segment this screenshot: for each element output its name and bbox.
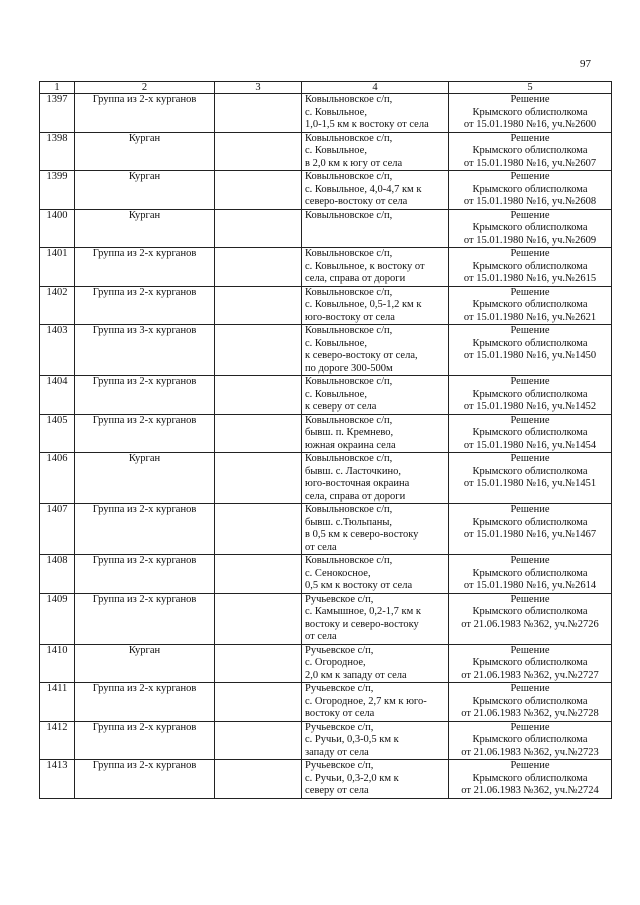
decision-line: Крымского облисполкома [472, 106, 588, 118]
decision-line: Крымского облисполкома [472, 222, 588, 233]
column-3-cell [215, 760, 302, 799]
location-cell [302, 414, 449, 453]
location-line: Ручьевское с/п, [305, 683, 374, 694]
location-line: 2,0 км к западу от села [305, 669, 407, 681]
column-number-4: 4 [302, 82, 449, 94]
location-line: с. Огородное, [305, 657, 366, 668]
location-line: Ковыльновское с/п, [305, 414, 393, 426]
location-cell [302, 644, 449, 683]
location-cell [302, 209, 449, 248]
row-number: 1408 [40, 555, 75, 594]
table-row [40, 171, 612, 210]
table-row [40, 376, 612, 415]
decision-cell [449, 504, 612, 555]
column-3-cell [215, 209, 302, 248]
monument-name: Группа из 2-х курганов [75, 760, 215, 799]
table-row [40, 760, 612, 799]
location-cell [302, 683, 449, 722]
decision-line: от 15.01.1980 №16, уч.№2621 [463, 311, 597, 323]
decision-line: от 15.01.1980 №16, уч.№1454 [463, 439, 597, 451]
table-row [40, 555, 612, 594]
decision-cell [449, 683, 612, 722]
location-line: Ручьевское с/п, [305, 593, 374, 605]
decision-line: от 15.01.1980 №16, уч.№2608 [463, 196, 597, 207]
decision-line: от 21.06.1983 №362, уч.№2728 [461, 708, 599, 719]
location-line: с. Ручьи, 0,3-2,0 км к [305, 772, 399, 784]
row-number: 1411 [40, 683, 75, 722]
location-cell [302, 721, 449, 760]
decision-line: Крымского облисполкома [472, 606, 588, 617]
column-number-1: 1 [40, 82, 75, 94]
location-line: к северу от села [305, 401, 377, 412]
location-line: бывш. с. Ласточкино, [305, 465, 401, 477]
column-3-cell [215, 171, 302, 210]
location-line: Ковыльновское с/п, [305, 209, 393, 221]
column-3-cell [215, 593, 302, 644]
column-3-cell [215, 248, 302, 287]
monument-name: Курган [75, 132, 215, 171]
location-line: Ковыльновское с/п, [305, 504, 393, 515]
location-cell [302, 453, 449, 504]
column-3-cell [215, 721, 302, 760]
decision-line: Решение [510, 453, 550, 464]
location-line: 1,0-1,5 км к востоку от села [305, 119, 429, 130]
location-cell [302, 376, 449, 415]
decision-cell [449, 94, 612, 133]
table-row [40, 209, 612, 248]
location-line: Ручьевское с/п, [305, 644, 374, 656]
decision-line: Крымского облисполкома [472, 772, 588, 784]
location-line: с. Ковыльное, 0,5-1,2 км к [305, 299, 422, 310]
decision-cell [449, 453, 612, 504]
table-row [40, 414, 612, 453]
column-3-cell [215, 94, 302, 133]
location-cell [302, 94, 449, 133]
decision-line: от 21.06.1983 №362, уч.№2723 [461, 746, 599, 758]
location-line: северо-востоку от села [305, 196, 408, 207]
location-line: Ковыльновское с/п, [305, 376, 393, 387]
table-row [40, 721, 612, 760]
table-row [40, 504, 612, 555]
row-number: 1397 [40, 94, 75, 133]
location-line: востоку от села [305, 708, 375, 719]
decision-line: Крымского облисполкома [472, 567, 588, 579]
decision-cell [449, 760, 612, 799]
location-line: села, справа от дороги [305, 490, 406, 502]
column-3-cell [215, 504, 302, 555]
location-line: с. Сенокосное, [305, 567, 371, 579]
row-number: 1403 [40, 325, 75, 376]
decision-line: Крымского облисполкома [472, 337, 588, 349]
location-cell [302, 555, 449, 594]
location-line: южная окраина села [305, 439, 396, 451]
location-line: с. Ковыльное, [305, 106, 367, 118]
decision-line: Решение [510, 504, 550, 515]
location-cell [302, 593, 449, 644]
row-number: 1412 [40, 721, 75, 760]
decision-line: Решение [510, 555, 550, 566]
decision-cell [449, 325, 612, 376]
decision-line: от 15.01.1980 №16, уч.№2615 [463, 273, 597, 284]
location-line: Ковыльновское с/п, [305, 286, 393, 298]
decision-cell [449, 132, 612, 171]
monument-name: Группа из 2-х курганов [75, 94, 215, 133]
table-row [40, 286, 612, 325]
monument-name: Курган [75, 209, 215, 248]
column-3-cell [215, 555, 302, 594]
location-line: с. Ковыльное, к востоку от [305, 260, 425, 272]
location-line: в 0,5 км к северо-востоку [305, 529, 419, 540]
row-number: 1405 [40, 414, 75, 453]
decision-cell [449, 721, 612, 760]
decision-line: от 15.01.1980 №16, уч.№2600 [463, 119, 597, 130]
location-line: 0,5 км к востоку от села [305, 580, 413, 591]
decision-line: Крымского облисполкома [472, 465, 588, 477]
decision-line: Крымского облисполкома [472, 657, 588, 668]
decision-cell [449, 376, 612, 415]
decision-line: Решение [510, 94, 550, 105]
decision-line: от 15.01.1980 №16, уч.№1467 [463, 529, 597, 540]
row-number: 1398 [40, 132, 75, 171]
location-cell [302, 248, 449, 287]
decision-cell [449, 414, 612, 453]
column-number-5: 5 [449, 82, 612, 94]
decision-line: Крымского облисполкома [472, 183, 588, 195]
decision-cell [449, 286, 612, 325]
location-line: востоку и северо-востоку [305, 618, 419, 630]
monument-name: Группа из 2-х курганов [75, 555, 215, 594]
location-line: села, справа от дороги [305, 273, 406, 284]
column-3-cell [215, 414, 302, 453]
row-number: 1400 [40, 209, 75, 248]
monument-name: Группа из 3-х курганов [75, 325, 215, 376]
monument-name: Группа из 2-х курганов [75, 414, 215, 453]
decision-cell [449, 248, 612, 287]
decision-line: Решение [510, 760, 550, 771]
location-line: Ковыльновское с/п, [305, 171, 393, 182]
location-line: с. Ковыльное, [305, 337, 367, 349]
decision-line: от 15.01.1980 №16, уч.№2614 [463, 580, 597, 591]
decision-line: Решение [510, 171, 550, 182]
location-line: от села [305, 541, 337, 553]
monument-name: Курган [75, 644, 215, 683]
row-number: 1401 [40, 248, 75, 287]
decision-line: Крымского облисполкома [472, 145, 588, 156]
decision-line: от 15.01.1980 №16, уч.№1452 [463, 401, 597, 412]
location-line: с. Ковыльное, 4,0-4,7 км к [305, 183, 422, 195]
decision-line: Решение [510, 325, 550, 336]
column-number-2: 2 [75, 82, 215, 94]
location-cell [302, 504, 449, 555]
location-line: Ковыльновское с/п, [305, 94, 393, 105]
decision-cell [449, 171, 612, 210]
decision-line: Решение [510, 209, 550, 221]
row-number: 1404 [40, 376, 75, 415]
decision-line: от 15.01.1980 №16, уч.№1451 [463, 478, 597, 489]
page-number: 97 [580, 58, 591, 70]
location-cell [302, 286, 449, 325]
decision-line: Решение [510, 248, 550, 259]
decision-line: Крымского облисполкома [472, 427, 588, 438]
decision-cell [449, 593, 612, 644]
decision-line: Крымского облисполкома [472, 695, 588, 707]
heritage-registry-table [39, 81, 612, 799]
location-line: северу от села [305, 785, 369, 796]
monument-name: Курган [75, 171, 215, 210]
row-number: 1406 [40, 453, 75, 504]
column-3-cell [215, 286, 302, 325]
location-line: западу от села [305, 746, 369, 758]
decision-line: Решение [510, 414, 550, 426]
table-row [40, 593, 612, 644]
table-row [40, 644, 612, 683]
decision-line: Крымского облисполкома [472, 734, 588, 745]
row-number: 1407 [40, 504, 75, 555]
table-row [40, 453, 612, 504]
decision-line: Решение [510, 683, 550, 694]
table-row [40, 132, 612, 171]
row-number: 1399 [40, 171, 75, 210]
decision-cell [449, 209, 612, 248]
location-line: бывш. с.Тюльпаны, [305, 516, 393, 528]
monument-name: Группа из 2-х курганов [75, 248, 215, 287]
location-line: с. Камышное, 0,2-1,7 км к [305, 606, 421, 617]
column-number-3: 3 [215, 82, 302, 94]
location-line: по дороге 300-500м [305, 362, 393, 374]
location-line: Ручьевское с/п, [305, 721, 374, 733]
location-line: Ковыльновское с/п, [305, 555, 393, 566]
column-3-cell [215, 644, 302, 683]
decision-line: Решение [510, 286, 550, 298]
location-line: с. Ковыльное, [305, 388, 367, 400]
location-line: с. Ручьи, 0,3-0,5 км к [305, 734, 399, 745]
decision-line: Крымского облисполкома [472, 388, 588, 400]
location-cell [302, 760, 449, 799]
decision-line: от 15.01.1980 №16, уч.№1450 [463, 350, 597, 361]
table-row [40, 325, 612, 376]
column-3-cell [215, 683, 302, 722]
decision-line: от 15.01.1980 №16, уч.№2607 [463, 157, 597, 169]
location-line: Ручьевское с/п, [305, 760, 374, 771]
column-3-cell [215, 325, 302, 376]
row-number: 1402 [40, 286, 75, 325]
location-line: бывш. п. Кремнево, [305, 427, 394, 438]
decision-line: Решение [510, 132, 550, 144]
location-line: от села [305, 631, 337, 642]
monument-name: Курган [75, 453, 215, 504]
decision-line: от 21.06.1983 №362, уч.№2727 [461, 669, 599, 681]
location-line: Ковыльновское с/п, [305, 248, 393, 259]
monument-name: Группа из 2-х курганов [75, 593, 215, 644]
decision-line: Решение [510, 376, 550, 387]
location-line: с. Ковыльное, [305, 145, 367, 156]
decision-line: от 15.01.1980 №16, уч.№2609 [463, 234, 597, 246]
location-cell [302, 171, 449, 210]
column-3-cell [215, 453, 302, 504]
monument-name: Группа из 2-х курганов [75, 721, 215, 760]
row-number: 1409 [40, 593, 75, 644]
location-cell [302, 325, 449, 376]
monument-name: Группа из 2-х курганов [75, 504, 215, 555]
monument-name: Группа из 2-х курганов [75, 683, 215, 722]
decision-line: Крымского облисполкома [472, 260, 588, 272]
decision-line: Крымского облисполкома [472, 516, 588, 528]
row-number: 1410 [40, 644, 75, 683]
decision-line: от 21.06.1983 №362, уч.№2726 [461, 618, 599, 630]
location-line: юго-востоку от села [305, 311, 395, 323]
location-line: в 2,0 км к югу от села [305, 157, 403, 169]
table-row [40, 683, 612, 722]
location-cell [302, 132, 449, 171]
monument-name: Группа из 2-х курганов [75, 376, 215, 415]
decision-line: от 21.06.1983 №362, уч.№2724 [461, 785, 599, 796]
table-row [40, 94, 612, 133]
decision-line: Решение [510, 721, 550, 733]
decision-cell [449, 555, 612, 594]
location-line: к северо-востоку от села, [305, 350, 418, 361]
location-line: с. Огородное, 2,7 км к юго- [305, 695, 427, 707]
decision-line: Крымского облисполкома [472, 299, 588, 310]
location-line: Ковыльновское с/п, [305, 132, 393, 144]
location-line: Ковыльновское с/п, [305, 325, 393, 336]
table-row [40, 248, 612, 287]
column-3-cell [215, 132, 302, 171]
row-number: 1413 [40, 760, 75, 799]
decision-line: Решение [510, 593, 550, 605]
location-line: юго-восточная окраина [305, 478, 410, 489]
column-number-row [40, 82, 612, 94]
location-line: Ковыльновское с/п, [305, 453, 393, 464]
monument-name: Группа из 2-х курганов [75, 286, 215, 325]
decision-line: Решение [510, 644, 550, 656]
column-3-cell [215, 376, 302, 415]
decision-cell [449, 644, 612, 683]
